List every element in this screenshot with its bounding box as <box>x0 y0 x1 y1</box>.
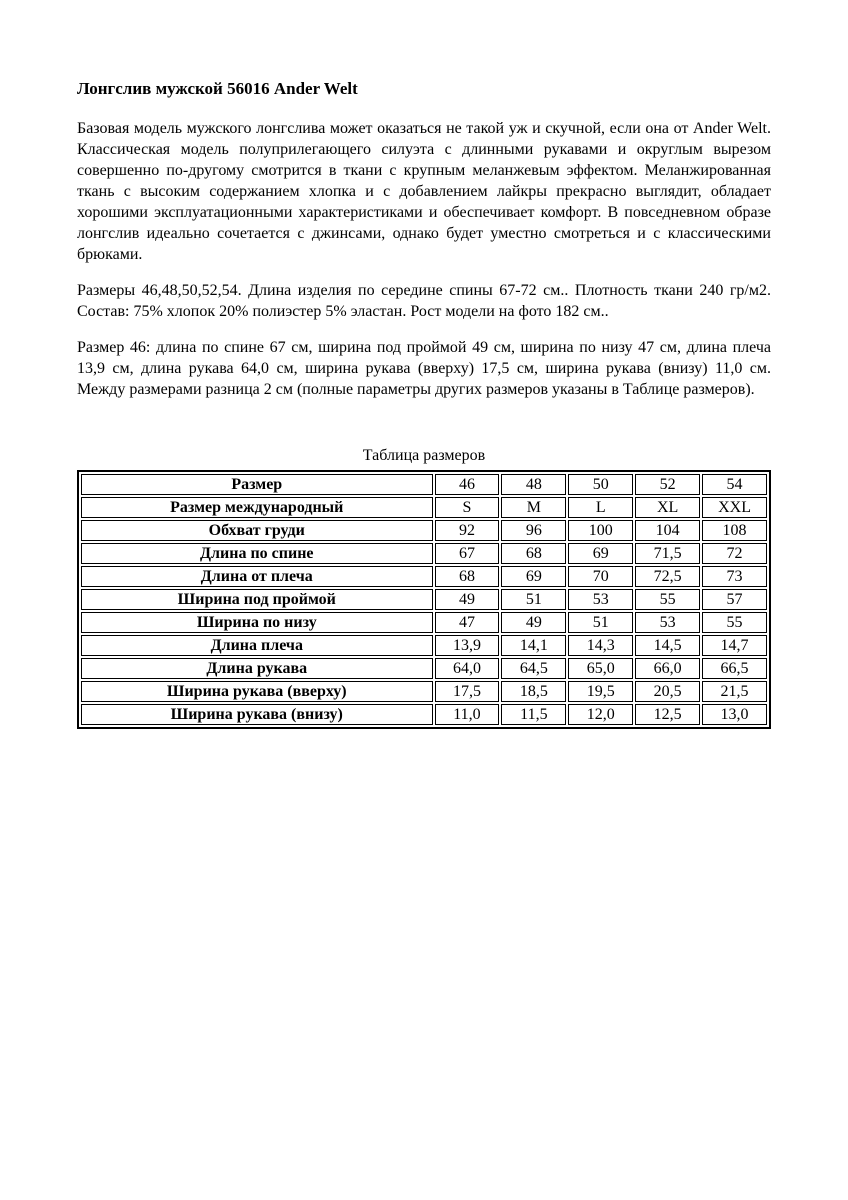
size-cell: 18,5 <box>501 681 566 702</box>
row-label-cell: Длина плеча <box>81 635 433 656</box>
size-cell: 72 <box>702 543 767 564</box>
row-label-cell: Длина по спине <box>81 543 433 564</box>
size-cell: 46 <box>435 474 500 495</box>
page-title: Лонгслив мужской 56016 Ander Welt <box>77 79 358 98</box>
size-cell: 14,5 <box>635 635 700 656</box>
size-cell: 71,5 <box>635 543 700 564</box>
size-cell: 108 <box>702 520 767 541</box>
size-cell: 57 <box>702 589 767 610</box>
sizes-summary-paragraph: Размеры 46,48,50,52,54. Длина изделия по середине спины 67-72 см.. Плотность ткани 240 гр/м2. Состав: 75% хлопок 20% полиэстер 5% эластан. Рост модели на фото 182 см.. <box>77 282 771 320</box>
table-row-international-size <box>81 497 767 518</box>
size-table <box>77 470 771 729</box>
size-cell: 72,5 <box>635 566 700 587</box>
description-paragraph: Базовая модель мужского лонгслива может оказаться не такой уж и скучной, если она от Ander Welt. Классическая модель полуприлегающего силуэта с длинными рукавами и округлым вырезом совершенно по-другому смотрится в ткани с крупным меланжевым эффектом. Меланжированная ткань с высоким содержанием хлопка и с добавлением лайкры прекрасно выглядит, обладает хорошими эксплуатационными характеристиками и обеспечивает комфорт. В повседневном образе лонгслив идеально сочетается с джинсами, однако будет уместно смотреться и с классическими брюками. <box>77 120 771 263</box>
size-cell: 73 <box>702 566 767 587</box>
size-cell: 53 <box>568 589 633 610</box>
size-cell: 69 <box>568 543 633 564</box>
table-row-bottom-width <box>81 612 767 633</box>
size-cell: 21,5 <box>702 681 767 702</box>
size-cell: 104 <box>635 520 700 541</box>
size-cell: 51 <box>501 589 566 610</box>
size-cell: 69 <box>501 566 566 587</box>
row-label-cell: Ширина под проймой <box>81 589 433 610</box>
size-cell: XXL <box>702 497 767 518</box>
row-label-cell: Ширина по низу <box>81 612 433 633</box>
table-row-sleeve-width-top <box>81 681 767 702</box>
size-cell: 66,0 <box>635 658 700 679</box>
row-label-cell: Ширина рукава (вверху) <box>81 681 433 702</box>
size-cell: 14,1 <box>501 635 566 656</box>
size-cell: 100 <box>568 520 633 541</box>
size-cell: 49 <box>501 612 566 633</box>
size-cell: 51 <box>568 612 633 633</box>
row-label-cell: Размер <box>81 474 433 495</box>
size-cell: 64,0 <box>435 658 500 679</box>
row-label-cell: Обхват груди <box>81 520 433 541</box>
size-cell: S <box>435 497 500 518</box>
size-table-caption: Таблица размеров <box>362 447 486 464</box>
size-cell: 11,0 <box>435 704 500 725</box>
size-cell: 55 <box>635 589 700 610</box>
table-row-size <box>81 474 767 495</box>
size-cell: 68 <box>435 566 500 587</box>
size-cell: 12,5 <box>635 704 700 725</box>
size-cell: 54 <box>702 474 767 495</box>
size-cell: 66,5 <box>702 658 767 679</box>
size-cell: 14,7 <box>702 635 767 656</box>
row-label-cell: Ширина рукава (внизу) <box>81 704 433 725</box>
table-row-back-length <box>81 543 767 564</box>
table-row-shoulder-length <box>81 566 767 587</box>
row-label-cell: Размер международный <box>81 497 433 518</box>
size-cell: 68 <box>501 543 566 564</box>
size-cell: 64,5 <box>501 658 566 679</box>
table-row-shoulder-width <box>81 635 767 656</box>
row-label-cell: Длина рукава <box>81 658 433 679</box>
size-cell: 11,5 <box>501 704 566 725</box>
row-label-cell: Длина от плеча <box>81 566 433 587</box>
size-cell: M <box>501 497 566 518</box>
size-cell: 92 <box>435 520 500 541</box>
size-cell: 17,5 <box>435 681 500 702</box>
size-cell: XL <box>635 497 700 518</box>
size-cell: 47 <box>435 612 500 633</box>
size-cell: 52 <box>635 474 700 495</box>
size-cell: 12,0 <box>568 704 633 725</box>
size-cell: 96 <box>501 520 566 541</box>
table-row-armhole-width <box>81 589 767 610</box>
size-cell: 13,9 <box>435 635 500 656</box>
size-cell: 14,3 <box>568 635 633 656</box>
size-cell: 48 <box>501 474 566 495</box>
size-cell: 19,5 <box>568 681 633 702</box>
size-cell: 13,0 <box>702 704 767 725</box>
table-row-sleeve-length <box>81 658 767 679</box>
size-cell: L <box>568 497 633 518</box>
size-cell: 55 <box>702 612 767 633</box>
size-cell: 49 <box>435 589 500 610</box>
table-row-sleeve-width-bottom <box>81 704 767 725</box>
size-cell: 50 <box>568 474 633 495</box>
size-cell: 65,0 <box>568 658 633 679</box>
size-46-details-paragraph: Размер 46: длина по спине 67 см, ширина под проймой 49 см, ширина по низу 47 см, длина плеча 13,9 см, длина рукава 64,0 см, ширина рукава (вверху) 17,5 см, ширина рукава (внизу) 11,0 см. Между размерами разница 2 см (полные параметры других размеров указаны в Таблице размеров). <box>77 339 771 398</box>
size-cell: 67 <box>435 543 500 564</box>
size-cell: 20,5 <box>635 681 700 702</box>
size-cell: 70 <box>568 566 633 587</box>
table-row-chest <box>81 520 767 541</box>
size-cell: 53 <box>635 612 700 633</box>
